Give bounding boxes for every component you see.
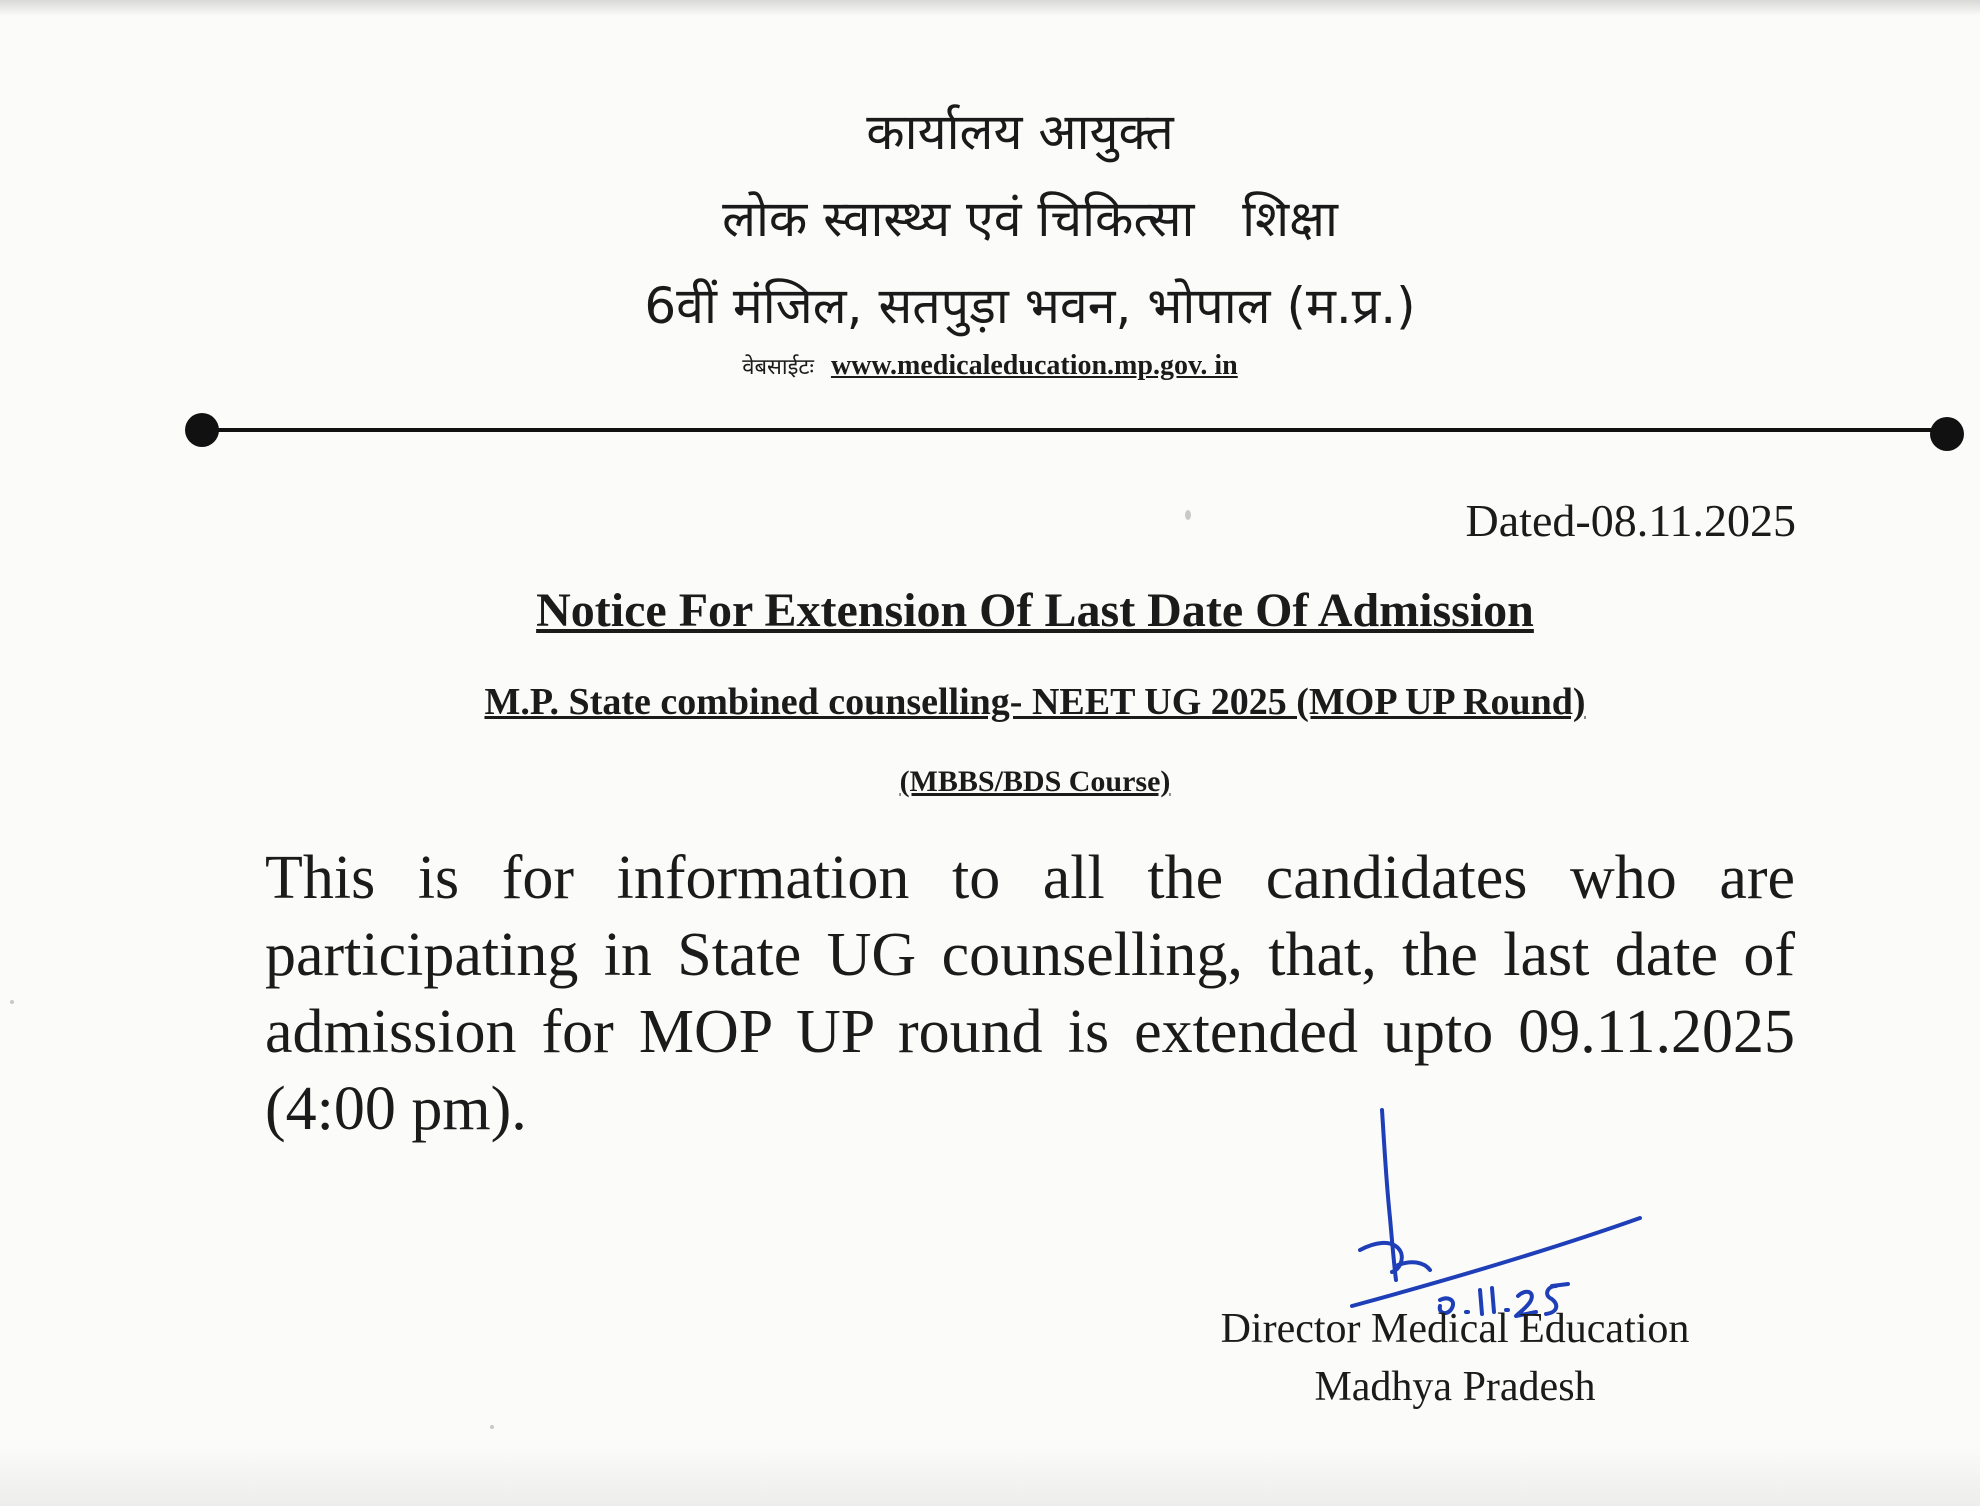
signatory-designation: Director Medical Education xyxy=(1220,1306,1690,1352)
letterhead-divider xyxy=(187,428,1951,432)
website-line xyxy=(0,350,1980,382)
department-title: लोक स्वास्थ्य एवं चिकित्सा शिक्षा xyxy=(722,190,1338,248)
website-link[interactable]: www.medicaleducation.mp.gov. in xyxy=(830,350,1238,381)
scan-speck xyxy=(1185,510,1191,520)
signatory-block xyxy=(1180,1300,1730,1416)
signatory-state: Madhya Pradesh xyxy=(1314,1364,1596,1410)
handwritten-signature xyxy=(1320,1100,1680,1330)
office-title: कार्यालय आयुक्त xyxy=(866,103,1174,161)
scan-top-shadow xyxy=(0,0,1980,16)
scan-speck xyxy=(10,1000,14,1004)
notice-title: Notice For Extension Of Last Date Of Admission xyxy=(536,584,1534,637)
scan-bottom-shadow xyxy=(0,1446,1980,1506)
notice-body: This is for information to all the candidates who are participating in State UG counselling, that, the last date of admission for MOP UP round is extended upto 09.11.2025 (4:00 pm). xyxy=(265,844,1795,1143)
website-label: वेबसाईटः xyxy=(742,355,814,380)
divider-right-dot xyxy=(1930,417,1964,451)
notice-subtitle: M.P. State combined counselling- NEET UG 2025 (MOP UP Round) xyxy=(484,681,1586,723)
notice-course: (MBBS/BDS Course) xyxy=(899,765,1171,798)
divider-left-dot xyxy=(185,413,219,447)
notice-date: Dated-08.11.2025 xyxy=(1465,495,1796,546)
scan-speck xyxy=(490,1425,494,1429)
office-address: 6वीं मंजिल, सतपुड़ा भवन, भोपाल (म.प्र.) xyxy=(644,277,1416,335)
